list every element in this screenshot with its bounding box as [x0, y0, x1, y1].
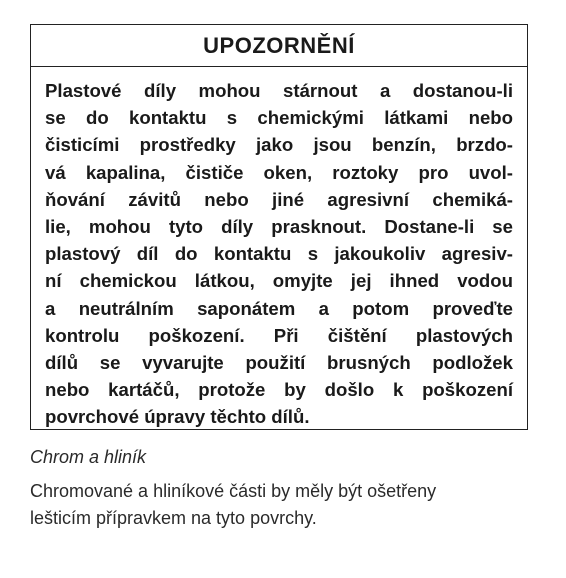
- warning-line: povrchové úpravy těchto dílů.: [45, 406, 310, 428]
- section-paragraph: [30, 478, 535, 532]
- warning-line: vá kapalina, čističe oken, roztoky pro uvol-: [45, 161, 513, 183]
- warning-line: dílů se vyvarujte použití brusných podložek: [45, 352, 513, 374]
- warning-line: a neutrálním saponátem a potom proveďte: [45, 297, 513, 319]
- warning-line: nebo kartáčů, protože by došlo k poškození: [45, 379, 513, 401]
- warning-line: Plastové díly mohou stárnout a dostanou-li: [45, 80, 513, 101]
- warning-body: [31, 67, 527, 431]
- warning-line: plastový díl do kontaktu s jakoukoliv agresiv-: [45, 243, 513, 265]
- section-line: lešticím přípravkem na tyto povrchy.: [30, 508, 317, 528]
- warning-line: čisticími prostředky jako jsou benzín, brzdo-: [45, 134, 513, 156]
- warning-line: lie, mohou tyto díly prasknout. Dostane-li se: [45, 216, 513, 238]
- warning-box: [30, 24, 528, 430]
- warning-line: se do kontaktu s chemickými látkami nebo: [45, 107, 513, 129]
- section-heading: Chrom a hliník: [30, 447, 147, 467]
- warning-line: ní chemickou látkou, omyjte jej ihned vodou: [45, 270, 513, 292]
- section-line: Chromované a hliníkové části by měly být ošetřeny: [30, 481, 437, 501]
- warning-line: ňování závitů nebo jiné agresivní chemiká-: [45, 188, 513, 210]
- warning-line: kontrolu poškození. Při čištění plastových: [45, 324, 513, 346]
- warning-title: UPOZORNĚNÍ: [31, 25, 527, 67]
